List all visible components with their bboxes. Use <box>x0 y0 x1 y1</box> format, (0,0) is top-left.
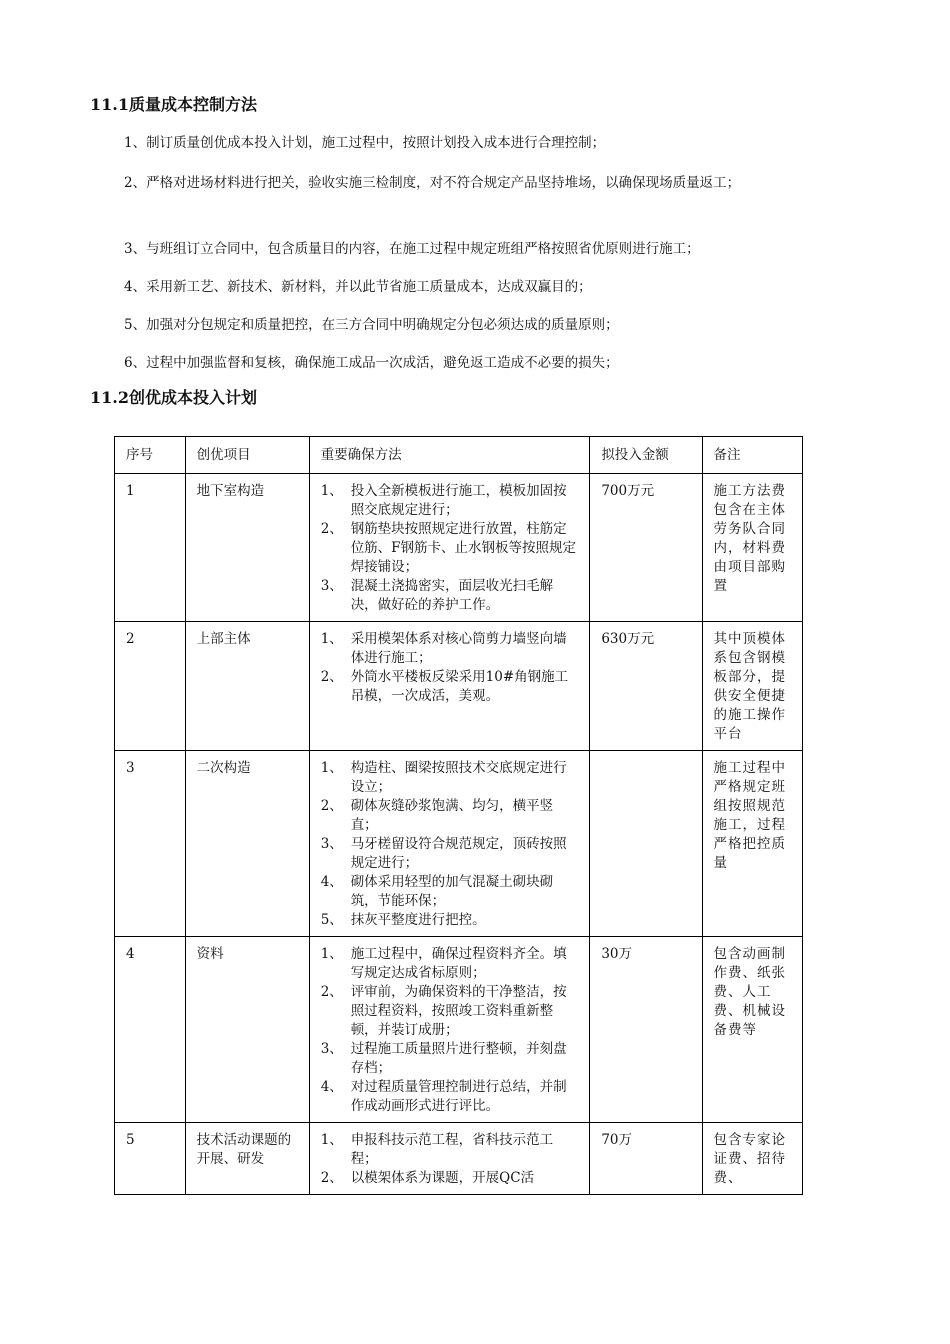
header-no: 序号 <box>115 437 186 474</box>
method-item: 1、 构造柱、圈梁按照技术交底规定进行设立； <box>320 760 567 795</box>
cell-no: 2 <box>115 622 186 751</box>
section-title-quality-cost-control: 11.1质量成本控制方法 <box>90 95 257 114</box>
method-item: 3、 过程施工质量照片进行整顿，并刻盘存档； <box>320 1041 567 1076</box>
table-row <box>115 937 803 1123</box>
paragraph-item-3: 3、与班组订立合同中，包含质量目的内容，在施工过程中规定班组严格按照省优原则进行施工； <box>124 241 700 257</box>
section-title-investment-plan: 11.2创优成本投入计划 <box>90 388 257 407</box>
header-project: 创优项目 <box>185 437 309 474</box>
cell-project: 技术活动课题的开展、研发 <box>185 1123 309 1195</box>
method-item: 2、 以模架体系为课题，开展QC活 <box>320 1170 535 1186</box>
cell-methods <box>309 622 590 751</box>
method-item: 3、 混凝土浇捣密实，面层收光扫毛解决，做好砼的养护工作。 <box>320 578 554 613</box>
method-item: 4、 对过程质量管理控制进行总结，并制作成动画形式进行评比。 <box>320 1079 567 1114</box>
table-row <box>115 622 803 751</box>
header-note: 备注 <box>702 437 802 474</box>
method-item: 4、 砌体采用轻型的加气混凝土砌块砌筑，节能环保； <box>320 874 554 909</box>
cell-amount: 630万元 <box>590 622 702 751</box>
cell-amount: 30万 <box>590 937 702 1123</box>
table-row <box>115 474 803 622</box>
method-item: 2、 砌体灰缝砂浆饱满、均匀，横平竖直； <box>320 798 554 833</box>
cell-methods <box>309 474 590 622</box>
method-item: 2、 外筒水平楼板反梁采用10#角钢施工吊模，一次成活，美观。 <box>320 669 569 704</box>
paragraph-item-4: 4、采用新工艺、新技术、新材料，并以此节省施工质量成本，达成双赢目的； <box>124 279 592 295</box>
cell-no: 3 <box>115 751 186 937</box>
cell-methods <box>309 937 590 1123</box>
paragraph-item-5: 5、加强对分包规定和质量把控，在三方合同中明确规定分包必须达成的质量原则； <box>124 317 619 333</box>
paragraph-item-1: 1、制订质量创优成本投入计划，施工过程中，按照计划投入成本进行合理控制； <box>124 135 606 151</box>
cell-no: 1 <box>115 474 186 622</box>
cell-note: 包含专家论证费、招待费、 <box>702 1123 802 1195</box>
header-amount: 拟投入金额 <box>590 437 702 474</box>
cell-methods <box>309 1123 590 1195</box>
paragraph-item-6: 6、过程中加强监督和复核，确保施工成品一次成活，避免返工造成不必要的损失； <box>124 355 619 371</box>
table-row <box>115 751 803 937</box>
paragraph-item-2: 2、严格对进场材料进行把关，验收实施三检制度，对不符合规定产品坚持堆场，以确保现场质量返工； <box>124 175 741 191</box>
table-row <box>115 1123 803 1195</box>
cell-amount <box>590 751 702 937</box>
table-header-row <box>115 437 803 474</box>
method-item: 1、 申报科技示范工程，省科技示范工程； <box>320 1132 554 1167</box>
cell-project: 地下室构造 <box>185 474 309 622</box>
header-methods: 重要确保方法 <box>309 437 590 474</box>
cell-amount: 70万 <box>590 1123 702 1195</box>
investment-plan-table <box>114 436 803 1195</box>
cell-note: 施工过程中严格规定班组按照规范施工，过程严格把控质量 <box>702 751 802 937</box>
cell-note: 施工方法费包含在主体劳务队合同内，材料费由项目部购置 <box>702 474 802 622</box>
cell-amount: 700万元 <box>590 474 702 622</box>
method-item: 1、 施工过程中，确保过程资料齐全。填写规定达成省标原则； <box>320 946 567 981</box>
cell-project: 资料 <box>185 937 309 1123</box>
method-item: 3、 马牙槎留设符合规范规定，顶砖按照规定进行； <box>320 836 567 871</box>
method-item: 2、 评审前，为确保资料的干净整洁，按照过程资料，按照竣工资料重新整顿，并装订成册； <box>320 984 567 1038</box>
cell-project: 上部主体 <box>185 622 309 751</box>
method-item: 5、 抹灰平整度进行把控。 <box>320 912 486 928</box>
method-item: 1、 采用模架体系对核心筒剪力墙竖向墙体进行施工； <box>320 631 567 666</box>
cell-note: 其中顶模体系包含钢模板部分，提供安全便捷的施工操作平台 <box>702 622 802 751</box>
method-item: 2、 钢筋垫块按照规定进行放置，柱筋定位筋、F钢筋卡、止水钢板等按照规定焊接铺设； <box>320 521 577 575</box>
cell-methods <box>309 751 590 937</box>
method-item: 1、 投入全新模板进行施工，模板加固按照交底规定进行； <box>320 483 567 518</box>
cell-project: 二次构造 <box>185 751 309 937</box>
cell-no: 4 <box>115 937 186 1123</box>
cell-no: 5 <box>115 1123 186 1195</box>
cell-note: 包含动画制作费、纸张费、人工费、机械设备费等 <box>702 937 802 1123</box>
